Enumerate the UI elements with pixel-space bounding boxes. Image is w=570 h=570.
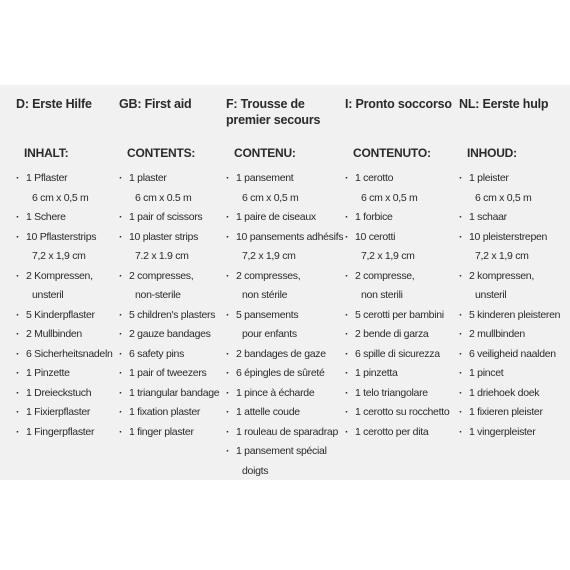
item-text-line2: 6 cm x 0,5 m <box>32 191 89 204</box>
list-item <box>226 442 351 481</box>
column-de <box>16 96 113 438</box>
item-text: 2 compresses, <box>129 269 194 282</box>
item-text: 1 paire de ciseaux <box>236 211 316 223</box>
item-text: 5 kinderen pleisteren <box>469 308 561 321</box>
item-text-line2: 7,2 x 1,9 cm <box>475 250 529 262</box>
list-item <box>16 228 128 267</box>
list-item <box>119 267 231 306</box>
list-item <box>345 169 457 208</box>
contents-heading: INHOUD: <box>467 146 517 160</box>
item-text: 1 Dreieckstuch <box>26 386 92 399</box>
item-text: 2 Kompressen, <box>26 269 93 282</box>
item-text-line2: 7.2 x 1.9 cm <box>135 250 189 262</box>
contents-heading: CONTENU: <box>234 146 296 160</box>
column-title: NL: Eerste hulp <box>459 97 549 111</box>
item-text: 6 safety pins <box>129 347 185 360</box>
list-item <box>226 208 351 228</box>
list-item <box>16 423 128 443</box>
item-text: 1 attelle coude <box>236 406 300 418</box>
contents-list <box>119 169 231 442</box>
item-text: 6 épingles de sûreté <box>236 367 325 379</box>
item-text: 1 pansement <box>236 172 294 184</box>
list-item <box>119 228 231 267</box>
item-text-line2: non-sterile <box>135 289 181 301</box>
contents-list <box>345 169 457 442</box>
item-text: 10 pansements adhésifs <box>236 230 344 243</box>
list-item <box>345 403 457 423</box>
item-text-line2: 6 cm x 0,5 m <box>242 191 299 204</box>
list-item <box>459 306 569 326</box>
list-item <box>345 267 457 306</box>
contents-heading: CONTENUTO: <box>353 146 431 160</box>
item-text: 1 Pinzette <box>26 367 70 379</box>
list-item <box>226 345 351 365</box>
item-text-line2: 7,2 x 1,9 cm <box>361 250 415 262</box>
list-item <box>16 403 128 423</box>
list-item <box>459 403 569 423</box>
item-text-line2: doigts <box>242 464 269 477</box>
contents-list <box>226 169 351 481</box>
column-it <box>345 96 452 438</box>
list-item <box>459 384 569 404</box>
item-text: 10 cerotti <box>355 230 396 243</box>
item-text: 1 cerotto su rocchetto <box>355 406 450 418</box>
list-item <box>16 169 128 208</box>
list-item <box>119 345 231 365</box>
item-text: 1 cerotto per dita <box>355 425 429 438</box>
column-title: D: Erste Hilfe <box>16 97 92 111</box>
item-text-line2: pour enfants <box>242 328 297 340</box>
item-text: 2 compresses, <box>236 269 301 282</box>
list-item <box>345 345 457 365</box>
item-text: 6 spille di sicurezza <box>355 347 440 360</box>
list-item <box>119 325 231 345</box>
list-item <box>16 306 128 326</box>
item-text: 5 Kinderpflaster <box>26 308 95 321</box>
list-item <box>119 169 231 208</box>
column-title: I: Pronto soccorso <box>345 97 452 111</box>
column-title: GB: First aid <box>119 97 192 111</box>
list-item <box>459 364 569 384</box>
list-item <box>459 325 569 345</box>
item-text: 1 finger plaster <box>129 425 194 438</box>
list-item <box>119 208 231 228</box>
list-item <box>226 267 351 306</box>
item-text: 1 driehoek doek <box>469 386 540 399</box>
item-text: 1 triangular bandage <box>129 386 220 399</box>
item-text: 1 pair of scissors <box>129 211 203 223</box>
item-text-line2: non sterili <box>361 289 403 301</box>
item-text: 10 Pflasterstrips <box>26 230 97 243</box>
item-text: 1 cerotto <box>355 172 394 184</box>
list-item <box>119 306 231 326</box>
item-text: 2 compresse, <box>355 269 415 282</box>
list-item <box>16 384 128 404</box>
list-item <box>345 208 457 228</box>
list-item <box>16 267 128 306</box>
list-item <box>16 325 128 345</box>
list-item <box>459 208 569 228</box>
item-text: 1 pince à écharde <box>236 386 315 399</box>
item-text: 2 bandages de gaze <box>236 347 326 360</box>
list-item <box>16 345 128 365</box>
contents-list <box>459 169 569 442</box>
item-text: 1 Fingerpflaster <box>26 425 95 438</box>
item-text: 1 fixieren pleister <box>469 406 543 418</box>
list-item <box>226 306 351 345</box>
item-text: 2 mullbinden <box>469 328 525 340</box>
list-item <box>16 364 128 384</box>
list-item <box>459 169 569 208</box>
item-text-line2: 6 cm x 0,5 m <box>475 191 532 204</box>
list-item <box>226 403 351 423</box>
item-text-line2: unsteril <box>475 289 507 301</box>
item-text: 1 pair of tweezers <box>129 367 207 379</box>
item-text: 2 kompressen, <box>469 269 534 282</box>
item-text-line2: 6 cm x 0.5 m <box>135 191 192 204</box>
first-aid-contents-card <box>0 85 570 480</box>
item-text-line2: 7,2 x 1,9 cm <box>242 250 296 262</box>
column-fr <box>226 96 344 477</box>
item-text: 6 Sicherheitsnadeln <box>26 347 113 360</box>
list-item <box>459 345 569 365</box>
item-text: 5 pansements <box>236 308 299 321</box>
item-text: 1 vingerpleister <box>469 425 536 438</box>
list-item <box>345 384 457 404</box>
item-text: 1 plaster <box>129 172 167 184</box>
item-text-line2: unsteril <box>32 289 64 301</box>
item-text: 10 plaster strips <box>129 230 199 243</box>
item-text: 1 fixation plaster <box>129 406 201 418</box>
list-item <box>459 267 569 306</box>
item-text-line2: 6 cm x 0,5 m <box>361 191 418 204</box>
item-text: 5 children's plasters <box>129 308 216 321</box>
list-item <box>119 384 231 404</box>
contents-heading: CONTENTS: <box>127 146 196 160</box>
list-item <box>119 403 231 423</box>
contents-heading: INHALT: <box>24 146 69 160</box>
list-item <box>345 306 457 326</box>
item-text: 1 Fixierpflaster <box>26 406 91 418</box>
list-item <box>119 423 231 443</box>
item-text: 1 pincet <box>469 367 504 379</box>
item-text: 1 forbice <box>355 211 393 223</box>
list-item <box>345 228 457 267</box>
list-item <box>345 364 457 384</box>
item-text: 1 pinzetta <box>355 367 398 379</box>
list-item <box>345 325 457 345</box>
list-item <box>16 208 128 228</box>
item-text: 2 gauze bandages <box>129 328 211 340</box>
column-title: F: Trousse de <box>226 97 305 111</box>
column-gb <box>119 96 220 438</box>
list-item <box>119 364 231 384</box>
item-text: 1 pleister <box>469 172 509 184</box>
list-item <box>226 169 351 208</box>
list-item <box>226 384 351 404</box>
item-text: 5 cerotti per bambini <box>355 308 444 321</box>
item-text: 1 rouleau de sparadrap <box>236 425 338 438</box>
list-item <box>226 423 351 443</box>
item-text: 1 pansement spécial <box>236 445 327 457</box>
contents-list <box>16 169 128 442</box>
item-text-line2: non stérile <box>242 289 288 301</box>
item-text: 1 telo triangolare <box>355 386 428 399</box>
item-text: 1 schaar <box>469 211 507 223</box>
column-title-line2: premier secours <box>226 113 321 127</box>
list-item <box>459 423 569 443</box>
list-item <box>226 364 351 384</box>
item-text: 10 pleisterstrepen <box>469 230 548 243</box>
item-text: 2 Mullbinden <box>26 328 82 340</box>
item-text: 1 Pflaster <box>26 172 68 184</box>
item-text: 6 veiligheid naalden <box>469 347 556 360</box>
list-item <box>226 228 351 267</box>
item-text-line2: 7,2 x 1,9 cm <box>32 250 86 262</box>
list-item <box>459 228 569 267</box>
list-item <box>345 423 457 443</box>
item-text: 1 Schere <box>26 211 66 223</box>
item-text: 2 bende di garza <box>355 328 429 340</box>
column-nl <box>459 96 561 438</box>
